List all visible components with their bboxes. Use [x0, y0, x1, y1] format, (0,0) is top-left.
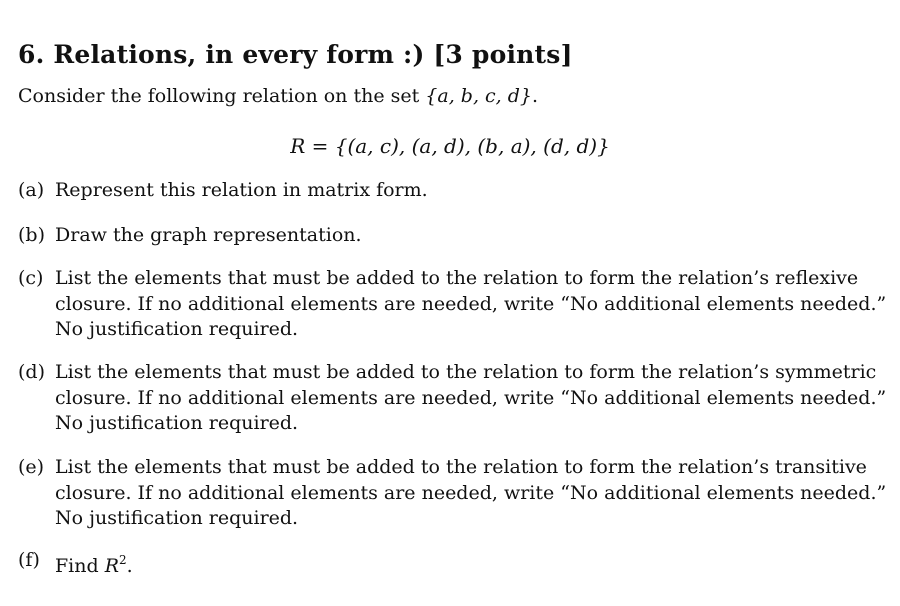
part-f-variable: R [104, 555, 120, 577]
part-f-text: Find [55, 555, 99, 577]
part-b-text: Draw the graph representation. [55, 224, 362, 246]
part-b [18, 223, 853, 249]
part-d-line-1: List the elements that must be added to the relation to form the relation’s symmetric [55, 361, 877, 383]
problem-points: [3 points] [433, 40, 573, 69]
part-c-line-3: No justification required. [55, 318, 299, 340]
part-a-text: Represent this relation in matrix form. [55, 179, 428, 201]
part-e [18, 455, 887, 532]
equation-equals: = [305, 134, 335, 158]
intro-period: . [532, 85, 539, 107]
part-e-line-2: closure. If no additional elements are needed, write “No additional elements needed.” [55, 481, 887, 504]
part-d-label: (d) [18, 361, 45, 383]
intro-text: Consider the following relation on the set [18, 85, 420, 107]
part-c-line-2: closure. If no additional elements are needed, write “No additional elements needed.” [55, 292, 887, 315]
part-e-line-1: List the elements that must be added to the relation to form the relation’s transitive [55, 456, 867, 478]
problem-heading [18, 40, 573, 69]
problem-number: 6. [18, 40, 45, 69]
part-b-label: (b) [18, 224, 45, 246]
part-d-line-3: No justification required. [55, 412, 299, 434]
part-d-line-2: closure. If no additional elements are needed, write “No additional elements needed.” [55, 386, 887, 409]
intro-sentence [18, 85, 538, 107]
part-e-line-3: No justification required. [55, 507, 299, 529]
part-f [18, 548, 853, 580]
part-a [18, 178, 853, 204]
part-d [18, 360, 887, 437]
problem-title: Relations, in every form :) [53, 40, 425, 69]
part-f-period: . [126, 555, 133, 577]
equation-rhs: {(a, c), (a, d), (b, a), (d, d)} [334, 134, 610, 158]
relation-equation [0, 134, 900, 158]
part-c-line-1: List the elements that must be added to the relation to form the relation’s reflexive [55, 267, 859, 289]
part-c-label: (c) [18, 267, 44, 289]
part-f-exponent: 2 [119, 553, 127, 567]
part-c [18, 266, 887, 343]
part-a-label: (a) [18, 179, 45, 201]
intro-set: {a, b, c, d} [425, 85, 532, 107]
part-f-label: (f) [18, 549, 40, 571]
part-e-label: (e) [18, 456, 45, 478]
equation-lhs: R [290, 134, 306, 158]
